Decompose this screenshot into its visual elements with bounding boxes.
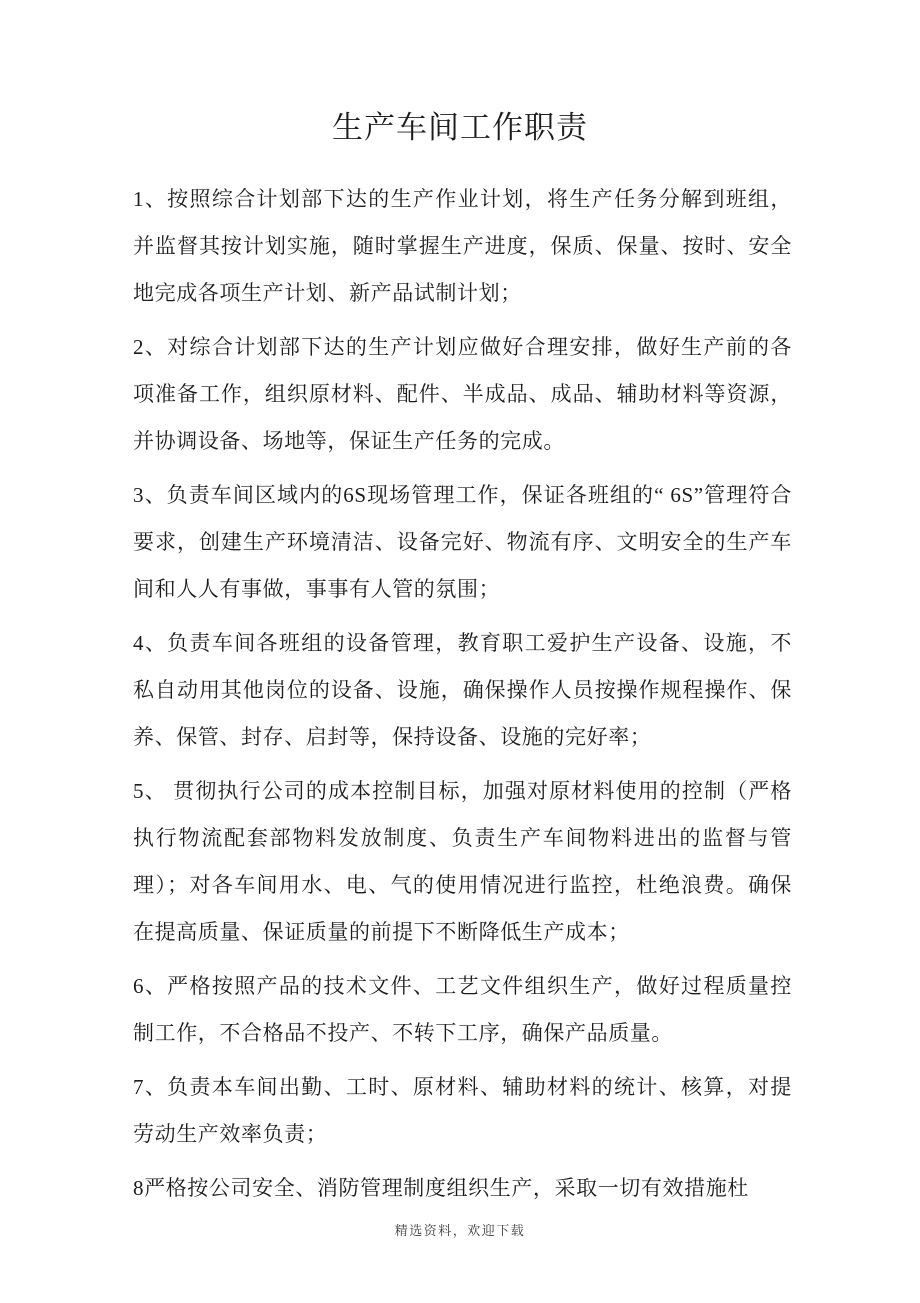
paragraph-6: 6、严格按照产品的技术文件、工艺文件组织生产，做好过程质量控制工作，不合格品不投产、不转下工序，确保产品质量。	[133, 974, 792, 1045]
paragraph-8: 8严格按公司安全、消防管理制度组织生产，采取一切有效措施杜	[133, 1176, 749, 1200]
paragraph-5: 5、 贯彻执行公司的成本控制目标，加强对原材料使用的控制（严格执行物流配套部物料发放制度、负责生产车间物料进出的监督与管理）；对各车间用水、电、气的使用情况进行监控，杜绝浪费。确保在提高质量、保证质量的前提下不断降低生产成本；	[133, 779, 792, 944]
document-body	[0, 150, 920, 1212]
footer-watermark: 精选资料，欢迎下载	[394, 1223, 526, 1238]
page-title: 生产车间工作职责	[332, 110, 588, 145]
paragraph-1: 1、按照综合计划部下达的生产作业计划，将生产任务分解到班组，并监督其按计划实施，随时掌握生产进度，保质、保量、按时、安全地完成各项生产计划、新产品试制计划；	[133, 187, 792, 305]
paragraph-2: 2、对综合计划部下达的生产计划应做好合理安排，做好生产前的各项准备工作，组织原材料、配件、半成品、成品、辅助材料等资源，并协调设备、场地等，保证生产任务的完成。	[133, 335, 792, 453]
paragraph-7: 7、负责本车间出勤、工时、原材料、辅助材料的统计、核算，对提劳动生产效率负责；	[133, 1075, 792, 1146]
paragraph-4: 4、负责车间各班组的设备管理，教育职工爱护生产设备、设施，不私自动用其他岗位的设备、设施，确保操作人员按操作规程操作、保养、保管、封存、启封等，保持设备、设施的完好率；	[133, 631, 792, 749]
paragraph-3: 3、负责车间区域内的6S现场管理工作，保证各班组的“ 6S”管理符合要求，创建生产环境清洁、设备完好、物流有序、文明安全的生产车间和人人有事做，事事有人管的氛围；	[133, 483, 792, 601]
